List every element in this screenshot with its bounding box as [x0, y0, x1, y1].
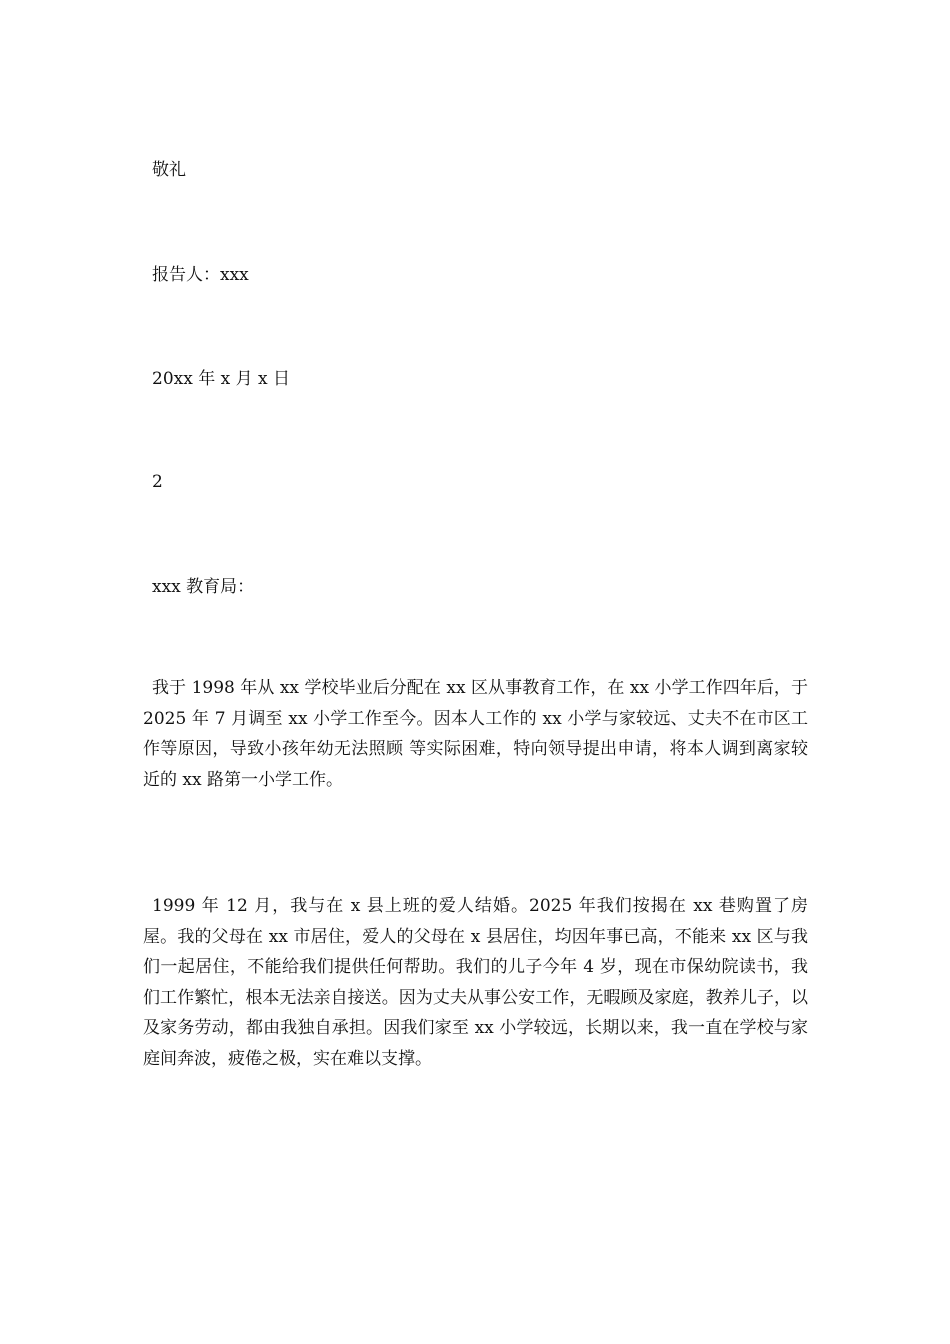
report-date: 20xx 年 x 月 x 日 — [152, 369, 291, 389]
letter-addressee: xxx 教育局： — [152, 577, 255, 597]
letter-paragraph-2: 1999 年 12 月，我与在 x 县上班的爱人结婚。2025 年我们按揭在 xx 巷购置了房屋。我的父母在 xx 市居住，爱人的父母在 x 县居住，均因年事已高，不能来 xx 区与我们一起居住，不能给我们提供任何帮助。我们的儿子今年 4 岁，现在市保幼院读书，我们工作繁忙，根本无法亲自接送。因为丈夫从事公安工作，无暇顾及家庭，教养儿子，以及家务劳动，都由我独自承担。因我们家至 xx 小学较远，长期以来，我一直在学校与家庭间奔波，疲倦之极，实在难以支撑。 — [143, 896, 808, 1069]
letter-paragraph-1: 我于 1998 年从 xx 学校毕业后分配在 xx 区从事教育工作，在 xx 小学工作四年后，于 2025 年 7 月调至 xx 小学工作至今。因本人工作的 xx 小学与家较远、丈夫不在市区工作等原因，导致小孩年幼无法照顾 等实际困难，特向领导提出申请，将本人调到离家较近的 xx 路第一小学工作。 — [143, 678, 808, 790]
reporter-signature: 报告人：xxx — [152, 265, 249, 285]
closing-salutation: 敬礼 — [152, 160, 186, 180]
page-number: 2 — [152, 472, 163, 492]
